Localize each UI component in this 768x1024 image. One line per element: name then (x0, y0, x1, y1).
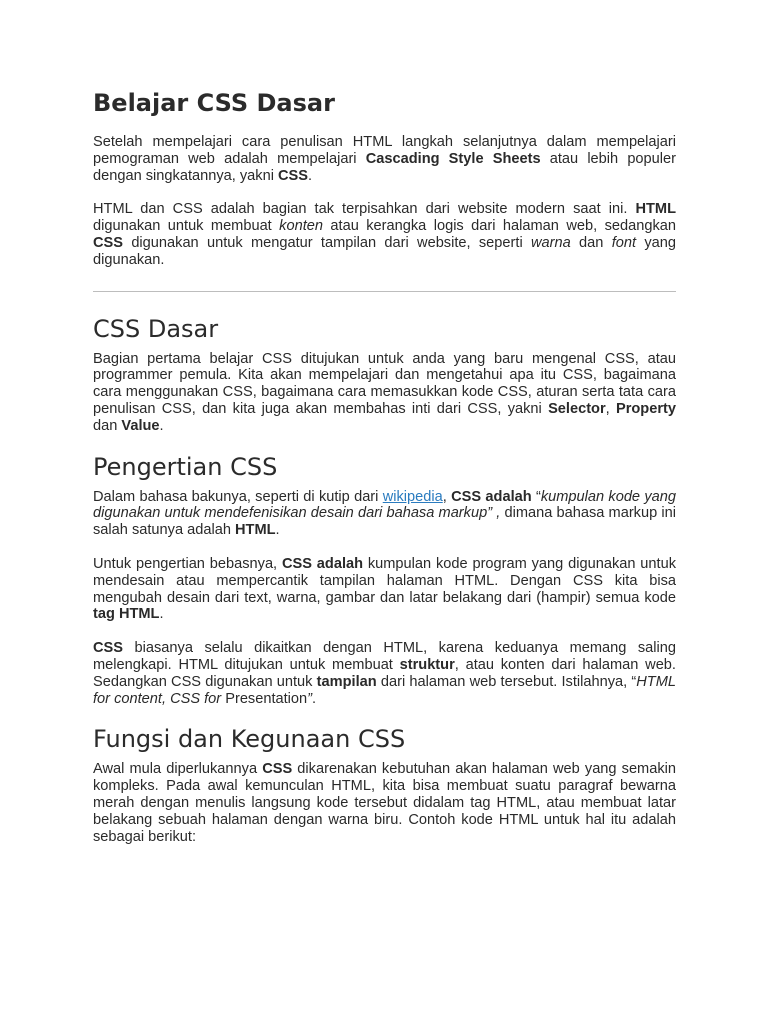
text-run: . (312, 690, 317, 707)
bold-term: CSS (278, 167, 309, 184)
bold-term: tampilan (316, 673, 377, 690)
italic-term: Presentation (225, 690, 308, 707)
text-run: , atau konten dari halaman web. Sedangkan CSS digunakan untuk (93, 656, 676, 690)
fungsi-paragraph-1 (93, 761, 676, 845)
bold-term: CSS adalah (281, 555, 364, 572)
italic-term: konten (279, 218, 323, 235)
text-run: yang digunakan. (93, 234, 676, 268)
text-run: markup (438, 505, 488, 522)
text-run: Setelah mempelajari cara penulisan HTML langkah selanjutnya dalam mempelajari pemograman web adalah mempelajari (93, 134, 676, 167)
text-run: Awal mula diperlukannya (93, 761, 263, 778)
css-dasar-paragraph (93, 351, 676, 435)
italic-term: ” , (487, 505, 501, 522)
text-run: . (159, 606, 164, 623)
heading-css-dasar: CSS Dasar (93, 314, 219, 343)
page-title: Belajar CSS Dasar (93, 89, 335, 117)
pengertian-paragraph-2 (93, 556, 676, 623)
text-run: atau kerangka logis dari halaman web, sedangkan (323, 218, 676, 235)
text-run: Untuk pengertian bebasnya, (93, 555, 282, 572)
text-run: , (605, 400, 616, 417)
text-run: . (308, 167, 313, 184)
text-run: Bagian pertama belajar CSS ditujukan untuk anda yang baru mengenal CSS, atau programmer pemula. Kita akan mempelajari dan mengetahui apa itu CSS, bagaimana cara menggunakan CSS, bagaimana cara memasukkan kode CSS, aturan serta tata cara penulisan CSS, dan kita juga akan membahas inti dari CSS, yakni (93, 350, 676, 417)
intro-paragraph-1 (93, 134, 676, 184)
pengertian-paragraph-3 (93, 640, 676, 707)
section-divider (93, 291, 676, 292)
bold-term: CSS (262, 761, 293, 778)
text-run: digunakan untuk membuat (93, 218, 280, 235)
text-run: kumpulan kode program yang digunakan untuk mendesain atau mempercantik tampilan halaman HTML. Dengan CSS kita bisa mengubah desain dari text, warna, gambar dan latar belakang dari (hampir) semua kode (93, 555, 677, 606)
bold-term: CSS (93, 640, 124, 657)
bold-term: Selector (548, 400, 606, 417)
bold-term: Property (615, 400, 676, 417)
heading-fungsi-kegunaan-css: Fungsi dan Kegunaan CSS (93, 725, 406, 754)
italic-term: ” (307, 690, 313, 707)
text-run: . (159, 417, 164, 434)
text-run: dikarenakan kebutuhan akan halaman web yang semakin kompleks. Pada awal kemunculan HTML, kita bisa membuat suatu paragraf bewarna merah dengan menulis langsung kode tersebut didalam tag HTML, atau membuat latar belakang sebuah halaman dengan warna biru. Contoh kode HTML untuk hal itu adalah sebagai berikut: (93, 761, 676, 845)
text-run: biasanya selalu dikaitkan dengan HTML, karena keduanya memang saling melengkapi. HTML ditujukan untuk membuat (93, 640, 676, 673)
text-run: atau lebih populer dengan singkatannya, yakni (93, 150, 676, 184)
text-run: HTML dan CSS adalah bagian tak terpisahkan dari website modern saat ini. (93, 201, 636, 218)
italic-term: HTML for content, CSS for (93, 673, 676, 707)
intro-paragraph-2 (93, 201, 676, 268)
italic-term: warna (530, 234, 571, 251)
text-run: “ (531, 488, 541, 505)
bold-term: tag HTML (93, 606, 160, 623)
text-run: dimana bahasa markup ini salah satunya adalah (93, 505, 676, 539)
heading-pengertian-css: Pengertian CSS (93, 452, 278, 481)
bold-term: struktur (399, 656, 455, 673)
text-run: dari halaman web tersebut. Istilahnya, “ (376, 673, 637, 690)
bold-term: CSS adalah (451, 488, 532, 505)
bold-term: Value (121, 417, 160, 434)
italic-term: kumpulan kode yang digunakan untuk mendefenisikan desain dari bahasa (93, 488, 677, 522)
pengertian-paragraph-1 (93, 489, 676, 539)
italic-term: font (611, 234, 637, 251)
text-run: . (275, 522, 280, 539)
bold-term: HTML (635, 201, 676, 218)
bold-term: HTML (235, 522, 276, 539)
text-run: dan (93, 417, 122, 434)
wikipedia-link[interactable]: wikipedia (382, 488, 443, 505)
text-run: Dalam bahasa bakunya, seperti di kutip dari (93, 488, 383, 505)
bold-term: Cascading Style Sheets (365, 150, 541, 167)
bold-term: CSS (93, 234, 124, 251)
text-run: , (442, 488, 452, 505)
text-run: digunakan untuk mengatur tampilan dari website, seperti (123, 234, 531, 251)
text-run: dan (570, 234, 612, 251)
